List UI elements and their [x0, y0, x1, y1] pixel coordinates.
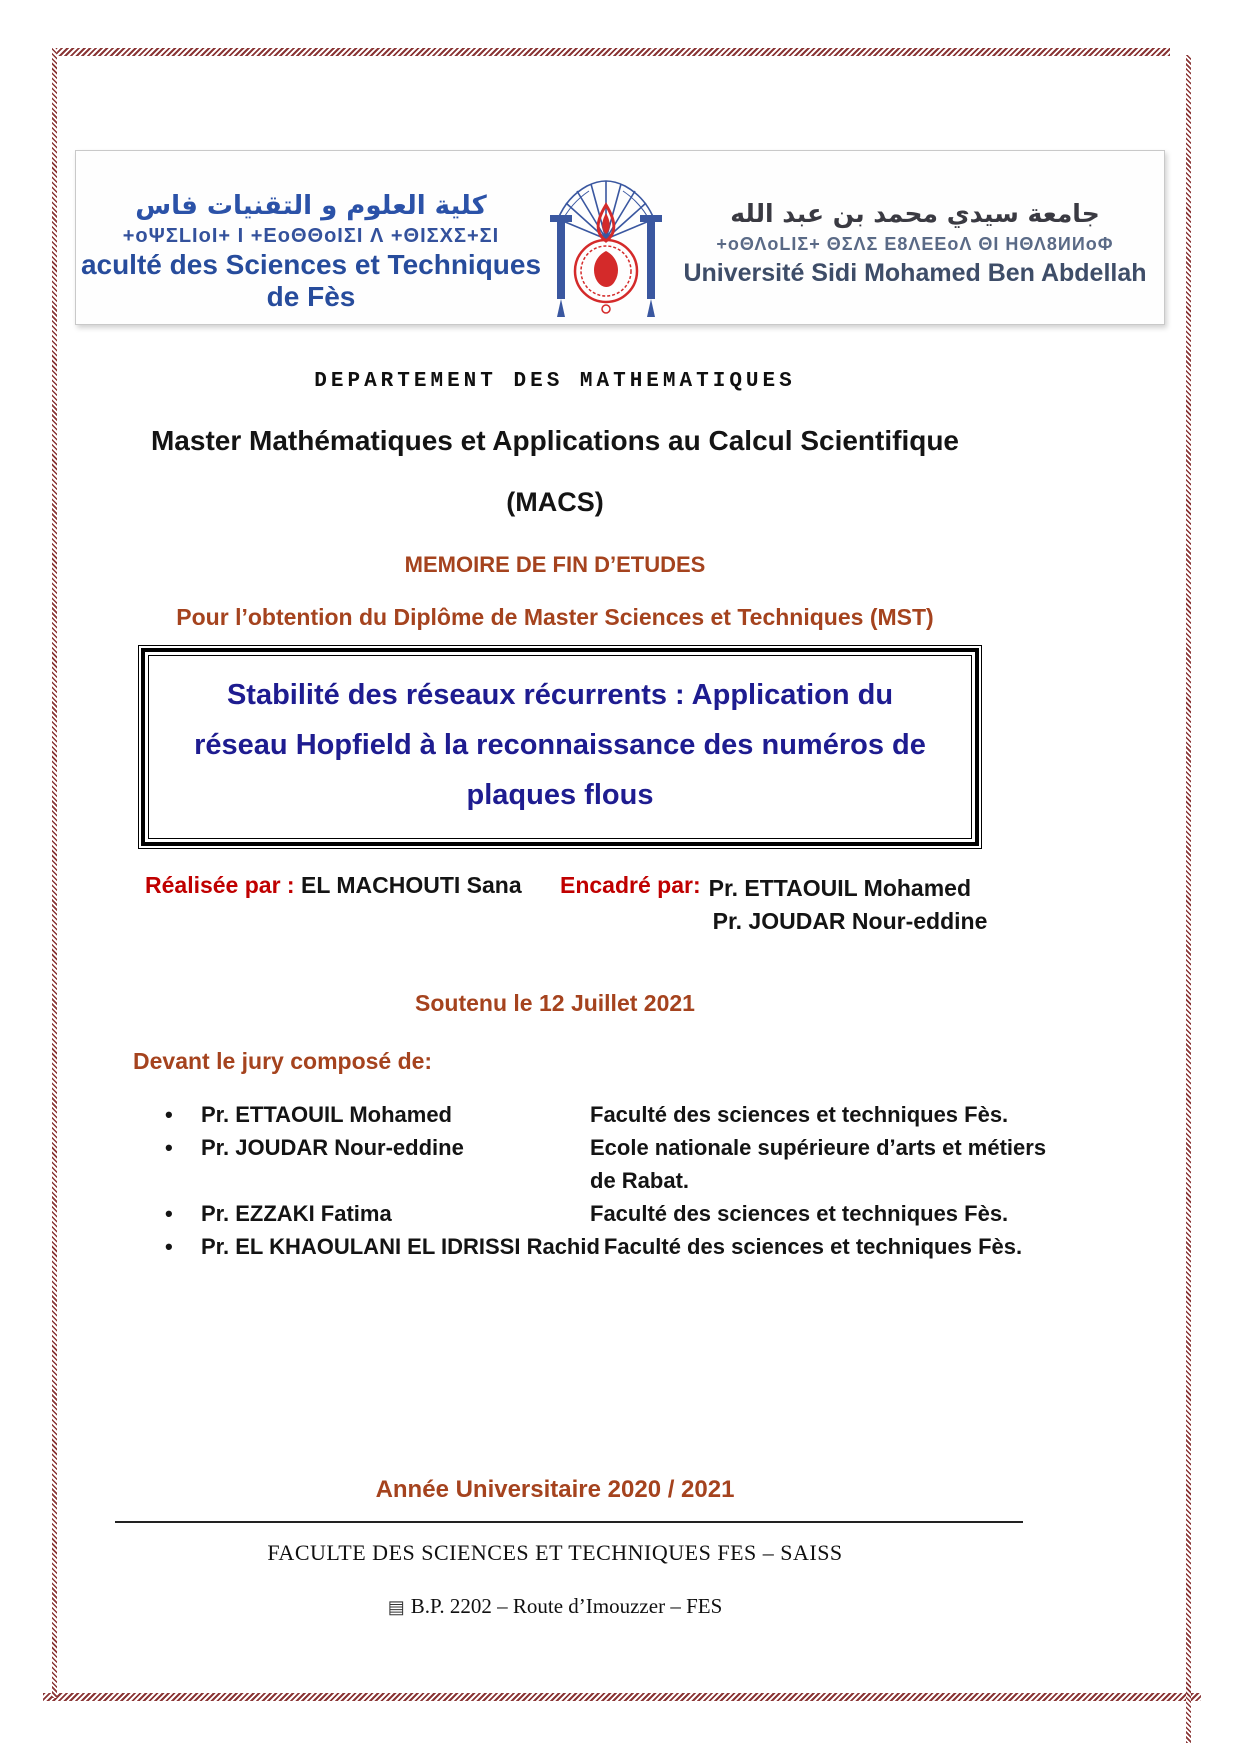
jury-row — [165, 1197, 1105, 1230]
page-border-left — [52, 48, 57, 1698]
university-header-banner — [75, 150, 1165, 325]
jury-member-name: Pr. EL KHAOULANI EL IDRISSI Rachid — [201, 1234, 600, 1259]
thesis-title-line-2: réseau Hopfield à la reconnaissance des numéros de — [194, 729, 926, 761]
university-name-arabic: جامعة سيدي محمد بن عبد الله — [730, 199, 1100, 228]
thesis-title-box — [138, 645, 982, 849]
mailbox-icon: ▤ — [387, 1597, 405, 1617]
program-acronym: (MACS) — [506, 487, 604, 517]
faculty-name-french: aculté des Sciences et Techniques de Fès — [80, 249, 542, 312]
bullet-icon: • — [165, 1201, 173, 1226]
jury-member-affiliation: Ecole nationale supérieure d’arts et métiers de Rabat. — [590, 1135, 1047, 1193]
jury-member-name: Pr. JOUDAR Nour-eddine — [201, 1135, 464, 1160]
jury-member-affiliation: Faculté des sciences et techniques Fès. — [590, 1201, 1009, 1226]
author-label: Réalisée par : — [145, 872, 295, 898]
faculty-name-tifinagh: +oΨΣLIoI+ I +ΕoΘΘoIΣI Λ +ΘIΣΧΣ+ΣI — [122, 225, 500, 247]
thesis-title-line-3: plaques flous — [466, 779, 654, 811]
footer-divider — [115, 1521, 1023, 1523]
thesis-title-box-mid-border — [141, 648, 979, 846]
footer-faculty-name: FACULTE DES SCIENCES ET TECHNIQUES FES – SAISS — [267, 1540, 843, 1565]
page-border-right — [1186, 55, 1191, 1743]
bullet-icon: • — [165, 1135, 173, 1160]
footer-address — [60, 1594, 1050, 1619]
jury-member-affiliation: Faculté des sciences et techniques Fès. — [590, 1102, 1009, 1127]
supervisor-label: Encadré par: — [560, 872, 701, 898]
credits-row — [145, 872, 1125, 938]
university-emblem — [546, 151, 666, 324]
author-name: EL MACHOUTI Sana — [300, 872, 522, 898]
jury-member-affiliation: Faculté des sciences et techniques Fès. — [603, 1234, 1023, 1259]
supervisor-credit — [560, 872, 987, 938]
jury-list — [165, 1098, 1105, 1263]
supervisor-names — [701, 872, 988, 938]
jury-row — [165, 1230, 1105, 1263]
university-crest-icon — [547, 159, 665, 325]
university-name-french: Université Sidi Mohamed Ben Abdellah — [683, 259, 1147, 287]
bullet-icon: • — [165, 1234, 173, 1259]
footer-address-text: B.P. 2202 – Route d’Imouzzer – FES — [410, 1594, 723, 1618]
faculty-name-arabic: كلية العلوم و التقنيات فاس — [135, 191, 487, 221]
thesis-title-box-inner-border — [148, 655, 972, 839]
jury-member-name: Pr. ETTAOUIL Mohamed — [201, 1102, 452, 1127]
bullet-icon: • — [165, 1102, 173, 1127]
memoire-label: MEMOIRE DE FIN D’ETUDES — [404, 552, 706, 577]
faculty-logo-block — [76, 151, 546, 324]
diploma-purpose-line: Pour l’obtention du Diplôme de Master Sciences et Techniques (MST) — [176, 604, 934, 630]
department-title: DEPARTEMENT DES MATHEMATIQUES — [314, 370, 796, 393]
academic-year: Année Universitaire 2020 / 2021 — [375, 1476, 735, 1503]
jury-row — [165, 1098, 1105, 1131]
university-name-tifinagh: +oΘΛoLIΣ+ ΘΣΛΣ Ε8ΛΕΕoΛ ΘI ΗΘΛ8ИИoΦ — [716, 234, 1114, 254]
author-credit — [145, 872, 560, 938]
page-border-top — [55, 48, 1170, 56]
defense-date: Soutenu le 12 Juillet 2021 — [415, 990, 695, 1016]
supervisor-name-1: Pr. ETTAOUIL Mohamed — [708, 875, 972, 901]
thesis-title-line-1: Stabilité des réseaux récurrents : Application du — [226, 679, 894, 711]
supervisor-name-2: Pr. JOUDAR Nour-eddine — [712, 908, 988, 934]
master-program-title: Master Mathématiques et Applications au Calcul Scientifique — [150, 425, 960, 456]
jury-member-name: Pr. EZZAKI Fatima — [201, 1201, 392, 1226]
jury-row — [165, 1131, 1105, 1197]
page-border-bottom — [43, 1693, 1201, 1701]
university-logo-block — [666, 151, 1164, 324]
jury-heading: Devant le jury composé de: — [133, 1048, 433, 1074]
